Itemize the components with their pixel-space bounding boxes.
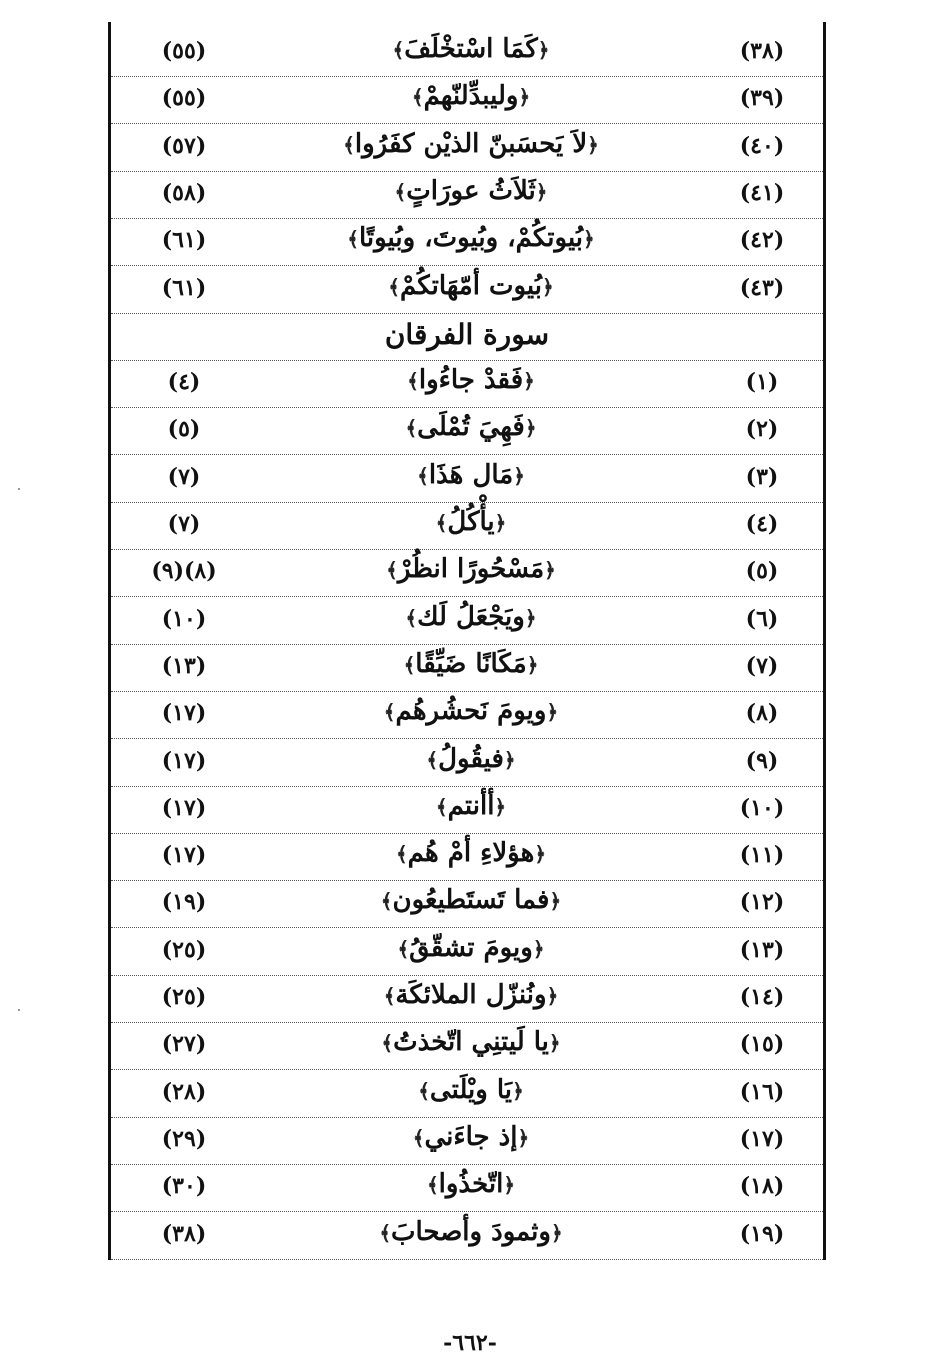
entry-number: (٤٢) [739, 227, 785, 254]
entry-number: (٣٨) [739, 38, 785, 64]
ornate-bracket-open: ﴿ [546, 700, 559, 725]
word-text: ونُنزّل الملائكَة [395, 980, 547, 1010]
word-text: إذ جاءَني [424, 1121, 518, 1152]
table-row [111, 598, 823, 645]
entry-number: (٨) [745, 700, 779, 727]
table-row [111, 503, 823, 550]
table-row [111, 881, 823, 928]
table-row [111, 740, 823, 787]
word-text: بُيوتكُمْ، وبُيوتَ، وبُيوتًا [358, 223, 584, 254]
verse-reference: (١٧) [161, 747, 207, 774]
ornate-bracket-close: ﴾ [412, 1125, 425, 1150]
table-row [111, 929, 823, 976]
ornate-bracket-open: ﴿ [526, 652, 539, 677]
table-row [111, 219, 823, 266]
ornate-bracket-open: ﴿ [587, 132, 599, 157]
ornate-bracket-open: ﴿ [534, 842, 547, 867]
entry-number: (١٨) [739, 1173, 785, 1200]
word-text: فَقدْ جاءُوا [418, 365, 524, 396]
ornate-bracket-close: ﴾ [405, 416, 418, 441]
verse-reference: (٥٧) [161, 132, 207, 159]
quranic-word [271, 81, 671, 111]
margin-speck [18, 1009, 20, 1011]
quranic-word [271, 933, 671, 963]
word-text: مَكَانًا ضَيِّقًا [415, 648, 527, 679]
entry-number: (٥) [745, 558, 779, 585]
table-row [111, 692, 823, 739]
quranic-word [271, 744, 671, 774]
ornate-bracket-open: ﴿ [548, 1031, 561, 1056]
word-text: يا لَيتنِي اتّخذتُ [393, 1027, 549, 1058]
word-text: ويومَ تشقّقُ [409, 932, 533, 963]
ornate-bracket-open: ﴿ [544, 558, 556, 583]
word-text: فيقُولُ [438, 743, 504, 774]
quranic-word [271, 1217, 671, 1247]
word-text: يأْكُلُ [447, 507, 495, 537]
word-text: يَا ويْلَتى [429, 1074, 513, 1105]
ornate-bracket-close: ﴾ [380, 889, 393, 914]
verse-reference: (٢٥) [161, 984, 207, 1010]
ornate-bracket-open: ﴿ [524, 416, 537, 441]
verse-reference: (٧) [167, 463, 201, 490]
quranic-word [271, 980, 671, 1010]
ornate-bracket-open: ﴿ [513, 463, 525, 488]
entry-number: (١٩) [739, 1220, 785, 1247]
entry-number: (١٦) [739, 1078, 785, 1105]
word-text: وثمودَ وأصحابَ [391, 1216, 551, 1247]
verse-reference: (٢٩) [161, 1125, 207, 1152]
entry-number: (٦) [745, 605, 779, 632]
table-row [111, 408, 823, 455]
ornate-bracket-close: ﴾ [379, 1220, 392, 1245]
ornate-bracket-close: ﴾ [411, 85, 424, 110]
table-row [111, 1213, 823, 1260]
entry-number: (٧) [745, 652, 779, 679]
quranic-word [271, 1027, 671, 1057]
section-heading: سورة الفرقان [111, 314, 823, 361]
table-row [111, 550, 823, 597]
table-row [111, 1071, 823, 1118]
word-text: ثَلاَثُ عورَاتٍ [406, 175, 536, 206]
table-row [111, 172, 823, 219]
quranic-word [271, 129, 671, 159]
quranic-word [271, 1122, 671, 1152]
quranic-word [271, 791, 671, 821]
verse-reference: (١٩) [161, 889, 207, 916]
table-row [111, 1165, 823, 1212]
ornate-bracket-close: ﴾ [383, 700, 396, 725]
table-row [111, 125, 823, 172]
verse-reference: (٧) [167, 511, 201, 537]
entry-number: (٤٣) [739, 274, 785, 301]
quranic-word [271, 1169, 671, 1199]
entry-number: (٤) [745, 511, 779, 537]
entry-number: (١١) [739, 842, 785, 869]
quranic-word [271, 412, 671, 442]
ornate-bracket-close: ﴾ [397, 936, 410, 961]
word-text: لاَ يَحسَبنّ الذيْن كفَرُوا [354, 128, 588, 159]
table-row [111, 645, 823, 692]
quranic-word [271, 176, 671, 206]
word-text: وليبدِّلنّهمْ [423, 81, 519, 112]
ornate-bracket-open: ﴿ [512, 1078, 524, 1103]
quranic-word [271, 838, 671, 868]
ornate-bracket-open: ﴿ [583, 227, 595, 252]
verse-reference: (٦١) [161, 227, 207, 254]
ornate-bracket-open: ﴿ [550, 1220, 563, 1245]
ornate-bracket-open: ﴿ [518, 85, 531, 110]
ornate-bracket-close: ﴾ [405, 605, 418, 630]
verse-reference: (١٣) [161, 652, 207, 679]
ornate-bracket-close: ﴾ [426, 747, 439, 772]
entry-number: (٤٠) [739, 132, 785, 159]
index-table [108, 22, 826, 1260]
word-text: كَمَا اسْتخْلَفَ [404, 34, 538, 64]
ornate-bracket-close: ﴾ [388, 274, 400, 299]
table-row [111, 456, 823, 503]
entry-number: (١) [745, 369, 779, 396]
verse-reference: (٥) [167, 416, 201, 443]
word-text: أأنتم [447, 790, 495, 821]
ornate-bracket-open: ﴿ [503, 747, 516, 772]
ornate-bracket-open: ﴿ [532, 936, 545, 961]
verse-reference: (٦١) [161, 274, 207, 301]
ornate-bracket-open: ﴿ [546, 984, 559, 1008]
ornate-bracket-close: ﴾ [418, 1078, 430, 1103]
verse-reference: (٣٨) [161, 1220, 207, 1247]
ornate-bracket-close: ﴾ [395, 842, 408, 867]
ornate-bracket-open: ﴿ [542, 274, 554, 299]
table-row [111, 30, 823, 77]
ornate-bracket-close: ﴾ [403, 652, 416, 677]
quranic-word [271, 365, 671, 395]
entry-number: (٣٩) [739, 85, 785, 112]
ornate-bracket-open: ﴿ [524, 605, 537, 630]
quranic-word [271, 649, 671, 679]
table-row [111, 787, 823, 834]
entry-number: (١٤) [739, 984, 785, 1010]
quranic-word [271, 34, 671, 64]
quranic-word [271, 460, 671, 490]
word-text: هؤلاءِ أمْ هُم [407, 838, 535, 869]
word-text: اتّخذُوا [438, 1169, 504, 1200]
word-text: مَسْحُورًا انظُرْ [397, 554, 545, 585]
verse-reference: (٣٠) [161, 1173, 207, 1200]
verse-reference: (١٧) [161, 700, 207, 727]
ornate-bracket-close: ﴾ [386, 558, 398, 583]
ornate-bracket-close: ﴾ [407, 369, 419, 394]
verse-reference: (٤) [167, 369, 201, 396]
verse-reference: (٥٥) [161, 85, 207, 112]
quranic-word [271, 602, 671, 632]
entry-number: (١٢) [739, 889, 785, 916]
ornate-bracket-open: ﴿ [494, 794, 507, 819]
verse-reference: (٥٨) [161, 179, 207, 206]
ornate-bracket-close: ﴾ [435, 794, 448, 819]
word-text: ويومَ نَحشُرهُم [395, 696, 547, 727]
entry-number: (١٣) [739, 936, 785, 963]
quranic-word [271, 507, 671, 537]
ornate-bracket-close: ﴾ [381, 1031, 394, 1056]
ornate-bracket-close: ﴾ [426, 1173, 439, 1198]
table-row [111, 976, 823, 1023]
verse-reference: (٢٧) [161, 1031, 207, 1058]
quranic-word [271, 696, 671, 726]
word-text: فَهِيَ تُمْلَى [417, 412, 525, 443]
quranic-word [271, 271, 671, 301]
page-number: -٦٦٢- [443, 1330, 497, 1356]
ornate-bracket-open: ﴿ [537, 38, 550, 62]
entry-number: (٩) [745, 747, 779, 774]
word-text: بُيوت أمّهَاتكُمْ [400, 270, 542, 301]
ornate-bracket-close: ﴾ [383, 984, 396, 1008]
verse-reference: (٥٥) [161, 38, 207, 64]
ornate-bracket-close: ﴾ [343, 132, 355, 157]
entry-number: (٢) [745, 416, 779, 443]
quranic-word [271, 885, 671, 915]
verse-reference: (٢٥) [161, 936, 207, 963]
ornate-bracket-close: ﴾ [435, 511, 448, 535]
ornate-bracket-close: ﴾ [394, 179, 407, 204]
ornate-bracket-close: ﴾ [392, 38, 405, 62]
ornate-bracket-open: ﴿ [549, 889, 562, 914]
entry-number: (١٧) [739, 1125, 785, 1152]
table-row [111, 1118, 823, 1165]
table-row [111, 361, 823, 408]
ornate-bracket-open: ﴿ [494, 511, 507, 535]
table-row [111, 834, 823, 881]
verse-reference: (١٠) [161, 605, 207, 632]
verse-reference: (١٧) [161, 794, 207, 821]
verse-reference: (١٧) [161, 842, 207, 869]
entry-number: (٤١) [739, 179, 785, 206]
word-text: ويَجْعَلُ لَك [417, 601, 525, 632]
word-text: مَال هَذَا [428, 459, 514, 490]
ornate-bracket-open: ﴿ [517, 1125, 530, 1150]
margin-speck [18, 488, 20, 490]
ornate-bracket-close: ﴾ [347, 227, 359, 252]
quranic-word [271, 223, 671, 253]
table-row [111, 77, 823, 124]
ornate-bracket-open: ﴿ [503, 1173, 516, 1198]
quranic-word [271, 1075, 671, 1105]
verse-reference: (٨)(٩) [151, 558, 217, 585]
verse-reference: (٢٨) [161, 1078, 207, 1105]
entry-number: (١٥) [739, 1031, 785, 1058]
entry-number: (٣) [745, 463, 779, 490]
entry-number: (١٠) [739, 794, 785, 821]
word-text: فما تَستَطيعُون [392, 885, 550, 916]
ornate-bracket-close: ﴾ [417, 463, 429, 488]
table-row [111, 1023, 823, 1070]
quranic-word [271, 554, 671, 584]
ornate-bracket-open: ﴿ [523, 369, 535, 394]
table-row [111, 267, 823, 314]
ornate-bracket-open: ﴿ [535, 179, 548, 204]
